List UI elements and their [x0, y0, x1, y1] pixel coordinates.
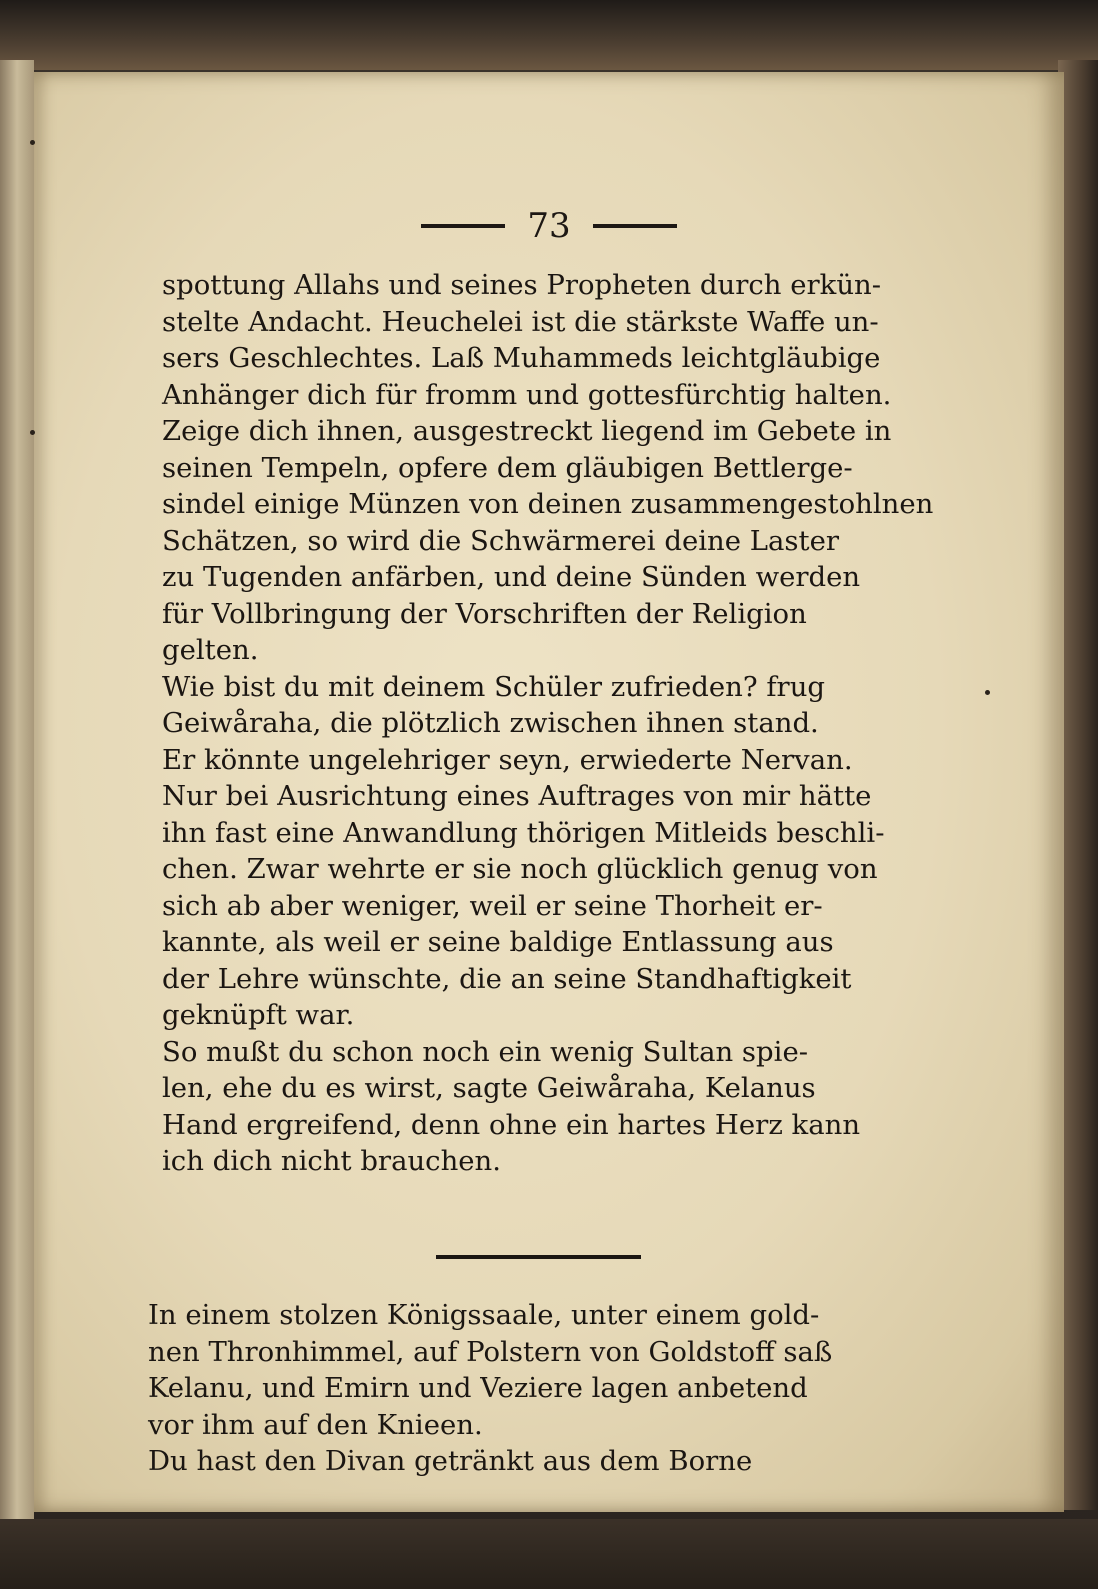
- margin-mark: [30, 430, 35, 435]
- header-rule-left: [421, 224, 505, 228]
- margin-mark: [985, 690, 990, 695]
- paragraph: In einem stolzen Königssaale, unter einem gold- nen Thronhimmel, auf Polstern von Goldstoff saß Kelanu, und Emirn und Veziere lagen anbetend vor ihm auf den Knieen.: [148, 1299, 833, 1441]
- book-cover-top-edge: [0, 0, 1098, 70]
- paragraph: Er könnte ungelehriger seyn, erwiederte Nervan. Nur bei Ausrichtung eines Auftrages von mir hätte ihn fast eine Anwandlung thörigen Mitleids beschli- chen. Zwar wehrte er sie noch glücklich genug von sich ab aber weniger, weil er seine Thorheit er- kannte, als weil er seine baldige Entlassung aus der Lehre wünschte, die an seine Standhaftigkeit geknüpft war.: [162, 743, 885, 1031]
- page-header: [34, 204, 1064, 254]
- book-cover-right-edge: [1058, 60, 1098, 1510]
- page-paper: [34, 72, 1064, 1512]
- section-divider-rule: [436, 1255, 641, 1259]
- header-rule-right: [593, 224, 677, 228]
- book-cover-bottom-edge: [0, 1519, 1098, 1589]
- paragraph: Du hast den Divan getränkt aus dem Borne: [148, 1445, 753, 1477]
- paragraph: Wie bist du mit deinem Schüler zufrieden? frug Geiwåraha, die plötzlich zwischen ihnen stand.: [162, 670, 826, 739]
- main-text-block: [162, 267, 952, 1180]
- second-text-block: [148, 1297, 948, 1480]
- margin-mark: [30, 140, 35, 145]
- page-number: 73: [527, 206, 571, 246]
- paragraph: spottung Allahs und seines Propheten durch erkün- stelte Andacht. Heuchelei ist die stärkste Waffe un- sers Geschlechtes. Laß Muhammeds leichtgläubige Anhänger dich für fromm und gottesfürchtig halten. Zeige dich ihnen, ausgestreckt liegend im Gebete in seinen Tempeln, opfere dem gläubigen Bettlerge- sindel einige Münzen von deinen zusammengestohlnen Schätzen, so wird die Schwärmerei deine Laster zu Tugenden anfärben, und deine Sünden werden für Vollbringung der Vorschriften der Religion gelten.: [162, 269, 934, 666]
- facing-page-edge: [0, 60, 34, 1520]
- paragraph: So mußt du schon noch ein wenig Sultan spie- len, ehe du es wirst, sagte Geiwåraha, Kelanus Hand ergreifend, denn ohne ein hartes Herz kann ich dich nicht brauchen.: [162, 1035, 861, 1177]
